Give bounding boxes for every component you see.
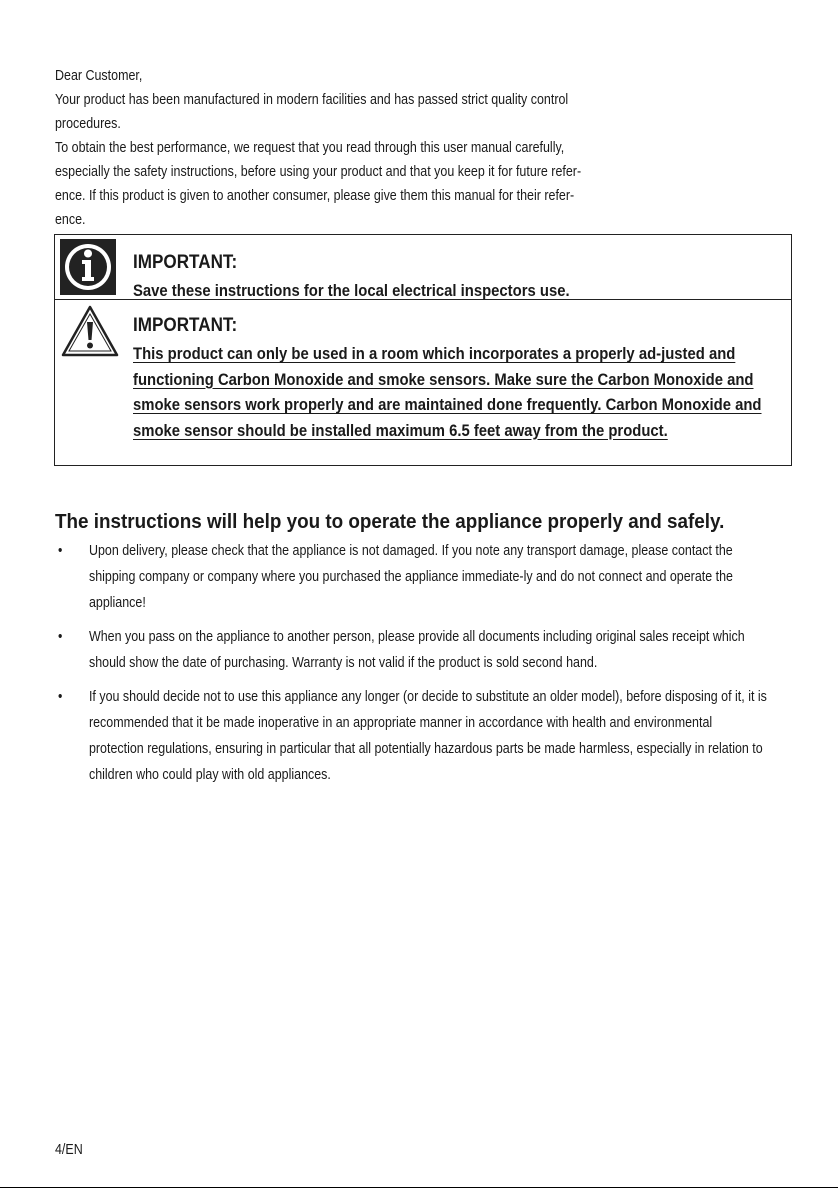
warning-triangle-icon	[61, 305, 119, 357]
bullet-icon: •	[58, 629, 63, 645]
section-heading: The instructions will help you to operate the appliance properly and safely.	[55, 510, 725, 533]
greeting: Dear Customer,	[55, 68, 143, 84]
important-notice-box	[54, 234, 792, 466]
page-number: 4/EN	[55, 1142, 83, 1158]
bullet-icon: •	[58, 689, 63, 705]
intro-line: ence.	[55, 212, 86, 228]
instructions-list	[58, 538, 768, 796]
list-item: • If you should decide not to use this appliance any longer (or decide to substitute an older model), before disposing of it, it is recommended that it be made inoperative in an appropriate manner in accordance with health and environmental protection regulations, ensuring in particular that all potentially hazardous parts be made harmless, especially in relation to children who could play with old appliances.	[58, 684, 768, 788]
intro-text	[55, 64, 777, 232]
intro-line: To obtain the best performance, we request that you read through this user manual carefully,	[55, 140, 565, 156]
list-item: • When you pass on the appliance to another person, please provide all documents including original sales receipt which should show the date of purchasing. Warranty is not valid if the product is sold second hand.	[58, 624, 768, 676]
intro-line: procedures.	[55, 116, 121, 132]
intro-line: ence. If this product is given to another consumer, please give them this manual for their refer-	[55, 188, 575, 204]
notice-text: Save these instructions for the local electrical inspectors use.	[133, 282, 570, 300]
intro-line: especially the safety instructions, before using your product and that you keep it for future refer-	[55, 164, 582, 180]
notice-title: IMPORTANT:	[133, 315, 238, 336]
notice-title: IMPORTANT:	[133, 252, 238, 273]
list-item: • Upon delivery, please check that the appliance is not damaged. If you note any transport damage, please contact the shipping company or company where you purchased the appliance immediate-ly and do not connect and operate the appliance!	[58, 538, 768, 616]
intro-line: Your product has been manufactured in modern facilities and has passed strict quality control	[55, 92, 569, 108]
bottom-rule	[0, 1187, 838, 1188]
bullet-icon: •	[58, 543, 63, 559]
info-icon	[60, 239, 116, 295]
notice-text: This product can only be used in a room which incorporates a properly ad-justed and functioning Carbon Monoxide and smoke sensors. Make sure the Carbon Monoxide and smoke sensors work properly and are maintained done frequently. Carbon Monoxide and smoke sensor should be installed maximum 6.5 feet away from the product.	[133, 345, 762, 440]
notice-divider	[55, 299, 791, 300]
